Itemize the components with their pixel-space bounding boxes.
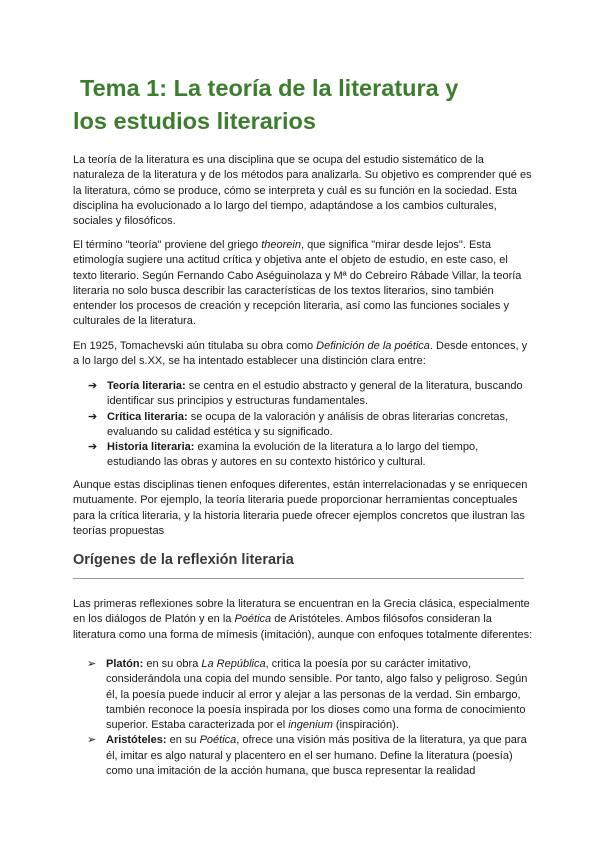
arrow-bullet-icon: ➔ [88,380,98,392]
list-item-term: Historia literaria: [107,441,195,454]
paragraph-etymology [73,238,533,330]
list-item [73,410,533,441]
paragraph-tomachevski-italic: Definición de la poética [316,340,430,352]
arrowhead-bullet-icon: ➢ [87,658,97,670]
list-item-term: Platón: [106,658,144,670]
philosophers-list [73,657,533,779]
list-item [73,733,533,779]
list-item-text-a: en su obra [143,658,202,670]
list-item-text: se centra en el estudio abstracto y general de la literatura, buscando identificar sus principios y estructuras fundamentales. [107,380,523,408]
arrow-bullet-icon: ➔ [88,410,98,423]
section-heading: Orígenes de la reflexión literaria [73,552,294,568]
list-item [73,379,533,410]
title-line-2: los estudios literarios [73,108,316,134]
paragraph-tomachevski-text-a: En 1925, Tomachevski aún titulaba su obra como [73,340,317,352]
paragraph-intro: La teoría de la literatura es una disciplina que se ocupa del estudio sistemático de la naturaleza de la literatura y de los métodos para analizarla. Su objetivo es comprender qué es la literatura, cómo se produce, cómo se interpreta y cuál es su función en la sociedad. Esta disciplina ha evolucionado a lo largo del tiempo, adaptándose a los cambios culturales, sociales y filosóficos. [73,154,532,228]
list-item-text-a: en su [166,734,200,747]
list-item-text: se ocupa de la valoración y análisis de obras literarias concretas, evaluando su calidad estética y su significado. [107,410,509,438]
page-title [73,72,553,138]
list-item-term: Crítica literaria: [107,410,188,423]
paragraph-etymology-italic: theorein [261,239,301,251]
paragraph-origins-text-b: de Aristóteles. Ambos filósofos consideran la literatura como una forma de mímesis (imitación), aunque con enfoques totalmente diferentes: [73,613,533,641]
section-divider [73,578,524,579]
paragraph-tomachevski [73,339,533,370]
list-item-term: Aristóteles: [106,734,167,747]
list-item-text-c: (inspiración). [332,719,399,732]
list-item [73,440,533,471]
disciplines-list [73,379,533,471]
paragraph-origins-italic: Poética [234,613,272,626]
list-item [73,657,533,733]
list-item-italic-a: La República [201,658,266,670]
list-item-text-b: , critica la poesía por su carácter imitativo, considerándola una copia del mundo sensible. Por tanto, algo falso y peligroso. Según él, la poesía puede inducir al error y alejar a las personas de la verdad. Sin embargo, también reconoce la poesía inspirada por los dioses como una forma de conocimiento superior. Estaba caracterizada por el [106,658,528,732]
list-item-italic-b: ingenium [288,719,333,732]
paragraph-origins-text-a: Las primeras reflexiones sobre la literatura se encuentran en la Grecia clásica, especialmente en los diálogos de Platón y en la [73,598,530,626]
list-item-italic-a: Poética [199,734,237,747]
paragraph-etymology-text-b: , que significa "mirar desde lejos". Esta etimología sugiere una actitud crítica y objetiva ante el objeto de estudio, en este caso, el texto literario. Según Fernando Cabo Aséguinolaza y Mª do Cebreiro Rábade Villar, la teoría literaria no solo busca describir las características de los textos literarios, sino también entender los procesos de creación y recepción literaria, así como las funciones sociales y culturales de la literatura. [73,239,522,328]
paragraph-etymology-text-a: El término "teoría" proviene del griego [73,239,262,251]
paragraph-origins [73,597,533,643]
list-item-text-b: , ofrece una visión más positiva de la literatura, ya que para él, imitar es algo natural y placentero en el ser humano. Define la literatura (poesía) como una imitación de la acción humana, que busca representar la realidad [106,734,527,778]
arrow-bullet-icon: ➔ [88,441,98,454]
paragraph-tomachevski-text-b: . Desde entonces, y a lo largo del s.XX, se ha intentado establecer una distinción clara entre: [73,340,528,368]
arrowhead-bullet-icon: ➢ [87,734,97,747]
list-item-term: Teoría literaria: [107,380,186,392]
title-line-1: Tema 1: La teoría de la literatura y [80,75,459,101]
paragraph-interrelation: Aunque estas disciplinas tienen enfoques diferentes, están interrelacionadas y se enriquecen mutuamente. Por ejemplo, la teoría literaria puede proporcionar herramientas conceptuales para la crítica literaria, y la historia literaria puede ofrecer ejemplos concretos que ilustran las teorías propuestas [73,479,528,537]
list-item-text: examina la evolución de la literatura a lo largo del tiempo, estudiando las obras y autores en su contexto histórico y cultural. [107,441,479,469]
